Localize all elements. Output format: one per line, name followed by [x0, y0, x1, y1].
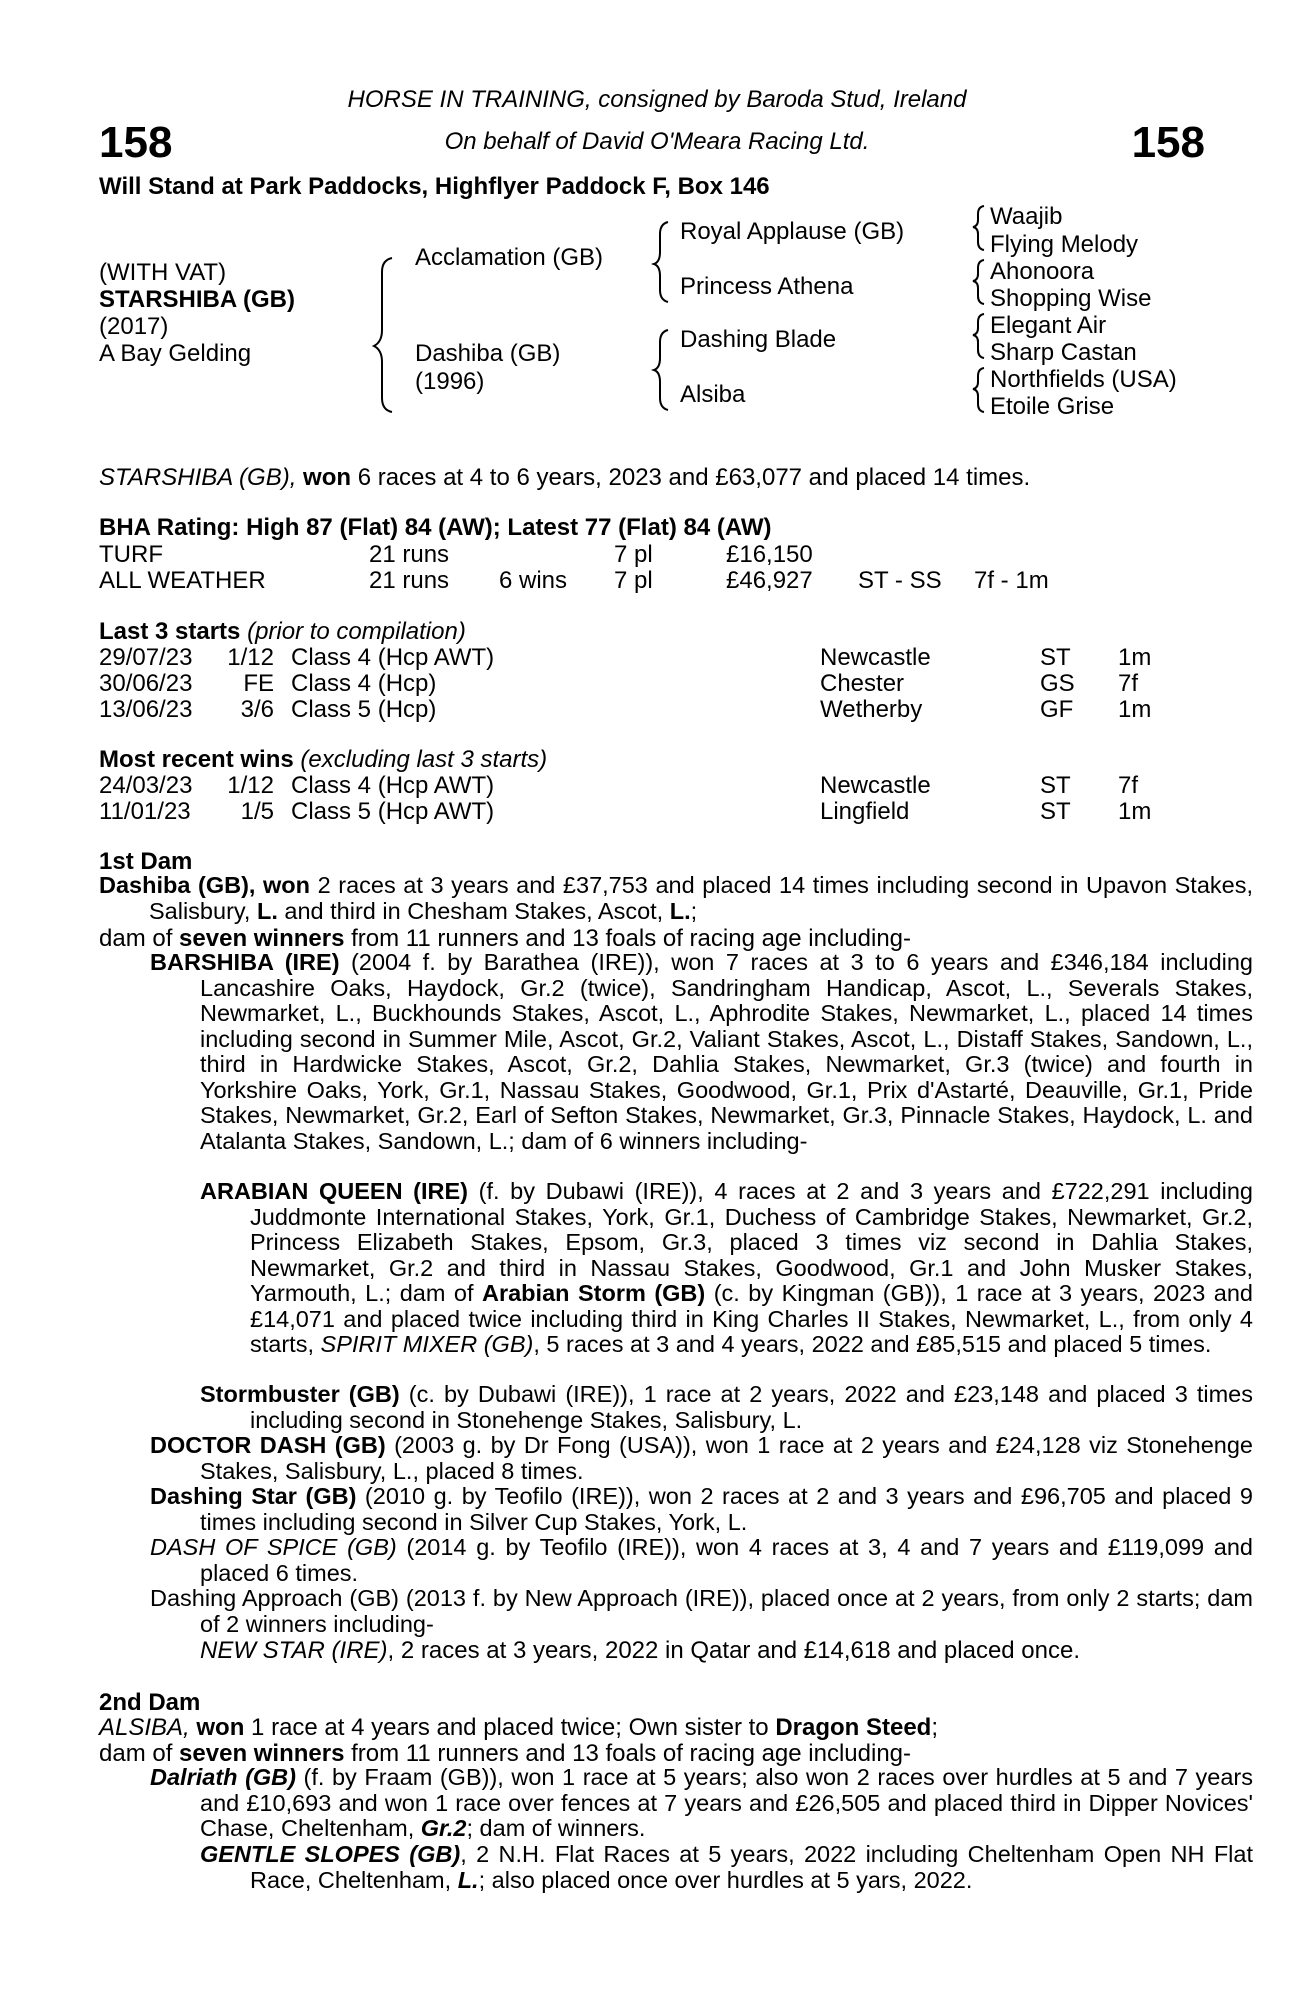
pedigree-gen3-6: Northfields (USA): [990, 366, 1177, 393]
race-summary: STARSHIBA (GB), won 6 races at 4 to 6 years, 2023 and £63,077 and placed 14 times.: [99, 464, 1031, 491]
last3-course: Wetherby: [820, 696, 923, 723]
last3-going: GS: [1040, 670, 1075, 697]
first-dam-heading: 1st Dam: [99, 848, 193, 875]
recent-wins-heading: Most recent wins (excluding last 3 starts): [99, 746, 548, 773]
pedigree-gen2-1: Princess Athena: [680, 273, 854, 300]
rating-row: TURF: [99, 541, 163, 568]
recent-win-cls: Class 5 (Hcp AWT): [291, 798, 495, 825]
dashing-approach-record: Dashing Approach (GB) (2013 f. by New Approach (IRE)), placed once at 2 years, from only 2 starts; dam of 2 winners including-: [150, 1585, 1253, 1637]
recent-win-date: 11/01/23: [99, 798, 191, 825]
recent-win-cls: Class 4 (Hcp AWT): [291, 772, 495, 799]
last3-cls: Class 4 (Hcp AWT): [291, 644, 495, 671]
second-dam-produce-line: dam of seven winners from 11 runners and 13 foals of racing age including-: [99, 1740, 912, 1767]
last3-heading: Last 3 starts (prior to compilation): [99, 618, 466, 645]
recent-win-date: 24/03/23: [99, 772, 193, 799]
pedigree-gen3-5: Sharp Castan: [990, 339, 1137, 366]
pedigree-gen3-0: Waajib: [990, 203, 1063, 230]
horse-year: (2017): [99, 313, 169, 340]
last3-going: ST: [1040, 644, 1071, 671]
barshiba-record: BARSHIBA (IRE) (2004 f. by Barathea (IRE)), won 7 races at 3 to 6 years and £346,184 including Lancashire Oaks, Haydock, Gr.2 (twice), Sandringham Handicap, Ascot, L., Severals Stakes, Newmarket, L., Buckhounds Stakes, Ascot, L., Aphrodite Stakes, Newmarket, L., placed 14 times including second in Summer Mile, Ascot, Gr.2, Valiant Stakes, Ascot, L., Distaff Stakes, Sandown, L., third in Hardwicke Stakes, Ascot, Gr.2, Dahlia Stakes, Newmarket, Gr.3 (twice) and fourth in Yorkshire Oaks, York, Gr.1, Nassau Stakes, Goodwood, Gr.1, Prix d'Astarté, Deauville, Gr.1, Pride Stakes, Newmarket, Gr.2, Earl of Sefton Stakes, Newmarket, Gr.3, Pinnacle Stakes, Haydock, L. and Atalanta Stakes, Sandown, L.; dam of 6 winners including-: [150, 949, 1253, 1154]
recent-win-dist: 7f: [1118, 772, 1139, 799]
recent-win-going: ST: [1040, 798, 1071, 825]
pedigree-gen2-3: Alsiba: [680, 381, 746, 408]
last3-cls: Class 4 (Hcp): [291, 670, 437, 697]
pedigree-gen3-3: Shopping Wise: [990, 285, 1152, 312]
last3-course: Newcastle: [820, 644, 931, 671]
last3-date: 30/06/23: [99, 670, 193, 697]
gentle-slopes-record: GENTLE SLOPES (GB), 2 N.H. Flat Races at 5 years, 2022 including Cheltenham Open NH Flat Race, Cheltenham, L.; also placed once over hurdles at 5 yars, 2022.: [200, 1841, 1253, 1893]
horse-name: STARSHIBA (GB): [99, 286, 295, 313]
last3-course: Chester: [820, 670, 905, 697]
lot-number-left: 158: [99, 118, 173, 167]
rating-earnings: £46,927: [726, 567, 813, 594]
second-dam-heading: 2nd Dam: [99, 1689, 201, 1716]
recent-win-pos: 1/12: [227, 772, 274, 799]
recent-win-going: ST: [1040, 772, 1071, 799]
recent-win-dist: 1m: [1118, 798, 1152, 825]
recent-win-course: Newcastle: [820, 772, 931, 799]
last3-dist: 7f: [1118, 670, 1139, 697]
stand-location: Will Stand at Park Paddocks, Highflyer Paddock F, Box 146: [99, 173, 770, 200]
first-dam-produce-line: dam of seven winners from 11 runners and 13 foals of racing age including-: [99, 925, 912, 952]
dashing-star-record: Dashing Star (GB) (2010 g. by Teofilo (IRE)), won 2 races at 2 and 3 years and £96,705 and placed 9 times including second in Silver Cup Stakes, York, L.: [150, 1483, 1253, 1535]
rating-earnings: £16,150: [726, 541, 813, 568]
pedigree-gen3-2: Ahonoora: [990, 258, 1095, 285]
new-star-record: NEW STAR (IRE), 2 races at 3 years, 2022 in Qatar and £14,618 and placed once.: [200, 1637, 1081, 1664]
last3-dist: 1m: [1118, 644, 1152, 671]
rating-wins: 6 wins: [499, 567, 568, 594]
pedigree-dam-year: (1996): [415, 368, 485, 395]
lot-number-right: 158: [1131, 118, 1205, 167]
vat-label: (WITH VAT): [99, 259, 227, 286]
behalf-line: On behalf of David O'Meara Racing Ltd.: [444, 128, 870, 155]
last3-pos: FE: [243, 670, 274, 697]
rating-distance: 7f - 1m: [974, 567, 1049, 594]
pedigree-gen3-7: Etoile Grise: [990, 393, 1115, 420]
stormbuster-record: Stormbuster (GB) (c. by Dubawi (IRE)), 1 race at 2 years, 2022 and £23,148 and placed 3 times including second in Stonehenge Stakes, Salisbury, L.: [200, 1381, 1253, 1433]
arabian-queen-record: ARABIAN QUEEN (IRE) (f. by Dubawi (IRE)), 4 races at 2 and 3 years and £722,291 including Juddmonte International Stakes, York, Gr.1, Duchess of Cambridge Stakes, Newmarket, Gr.2, Princess Elizabeth Stakes, Epsom, Gr.3, placed 3 times viz second in Dahlia Stakes, Newmarket, Gr.2 and third in Nassau Stakes, Goodwood, Gr.1 and John Musker Stakes, Yarmouth, L.; dam of Arabian Storm (GB) (c. by Kingman (GB)), 1 race at 3 years, 2023 and £14,071 and placed twice including third in King Charles II Stakes, Newmarket, L., from only 4 starts, SPIRIT MIXER (GB), 5 races at 3 and 4 years, 2022 and £85,515 and placed 5 times.: [200, 1178, 1254, 1357]
rating-going: ST - SS: [858, 567, 942, 594]
recent-win-pos: 1/5: [240, 798, 274, 825]
horse-description: A Bay Gelding: [99, 340, 252, 367]
last3-pos: 3/6: [240, 696, 274, 723]
last3-dist: 1m: [1118, 696, 1152, 723]
last3-pos: 1/12: [227, 644, 274, 671]
last3-date: 29/07/23: [99, 644, 193, 671]
consignor-line: HORSE IN TRAINING, consigned by Baroda Stud, Ireland: [347, 86, 967, 113]
last3-going: GF: [1040, 696, 1074, 723]
first-dam-record: Dashiba (GB), won 2 races at 3 years and £37,753 and placed 14 times including second in Upavon Stakes, Salisbury, L. and third in Chesham Stakes, Ascot, L.;: [99, 872, 1253, 924]
pedigree-gen2-2: Dashing Blade: [680, 326, 837, 353]
dash-of-spice-record: DASH OF SPICE (GB) (2014 g. by Teofilo (IRE)), won 4 races at 3, 4 and 7 years and £119,099 and placed 6 times.: [150, 1534, 1253, 1586]
dalriath-record: Dalriath (GB) (f. by Fraam (GB)), won 1 race at 5 years; also won 2 races over hurdles at 5 and 7 years and £10,693 and won 1 race over fences at 7 years and £26,505 and placed third in Dipper Novices' Chase, Cheltenham, Gr.2; dam of winners.: [150, 1764, 1253, 1841]
pedigree-dam: Dashiba (GB): [415, 340, 561, 367]
doctor-dash-record: DOCTOR DASH (GB) (2003 g. by Dr Fong (USA)), won 1 race at 2 years and £24,128 viz Stonehenge Stakes, Salisbury, L., placed 8 times.: [150, 1432, 1253, 1484]
last3-date: 13/06/23: [99, 696, 193, 723]
bha-rating-title: BHA Rating: High 87 (Flat) 84 (AW); Latest 77 (Flat) 84 (AW): [99, 514, 772, 541]
recent-win-course: Lingfield: [820, 798, 910, 825]
rating-placed: 7 pl: [614, 567, 653, 594]
rating-row: ALL WEATHER: [99, 567, 266, 594]
pedigree-gen3-4: Elegant Air: [990, 312, 1107, 339]
last3-cls: Class 5 (Hcp): [291, 696, 437, 723]
second-dam-record: ALSIBA, won 1 race at 4 years and placed twice; Own sister to Dragon Steed;: [99, 1714, 939, 1741]
rating-placed: 7 pl: [614, 541, 653, 568]
pedigree-gen3-1: Flying Melody: [990, 231, 1139, 258]
rating-runs: 21 runs: [369, 541, 450, 568]
pedigree-gen2-0: Royal Applause (GB): [680, 218, 905, 245]
rating-runs: 21 runs: [369, 567, 450, 594]
pedigree-sire: Acclamation (GB): [415, 244, 604, 271]
